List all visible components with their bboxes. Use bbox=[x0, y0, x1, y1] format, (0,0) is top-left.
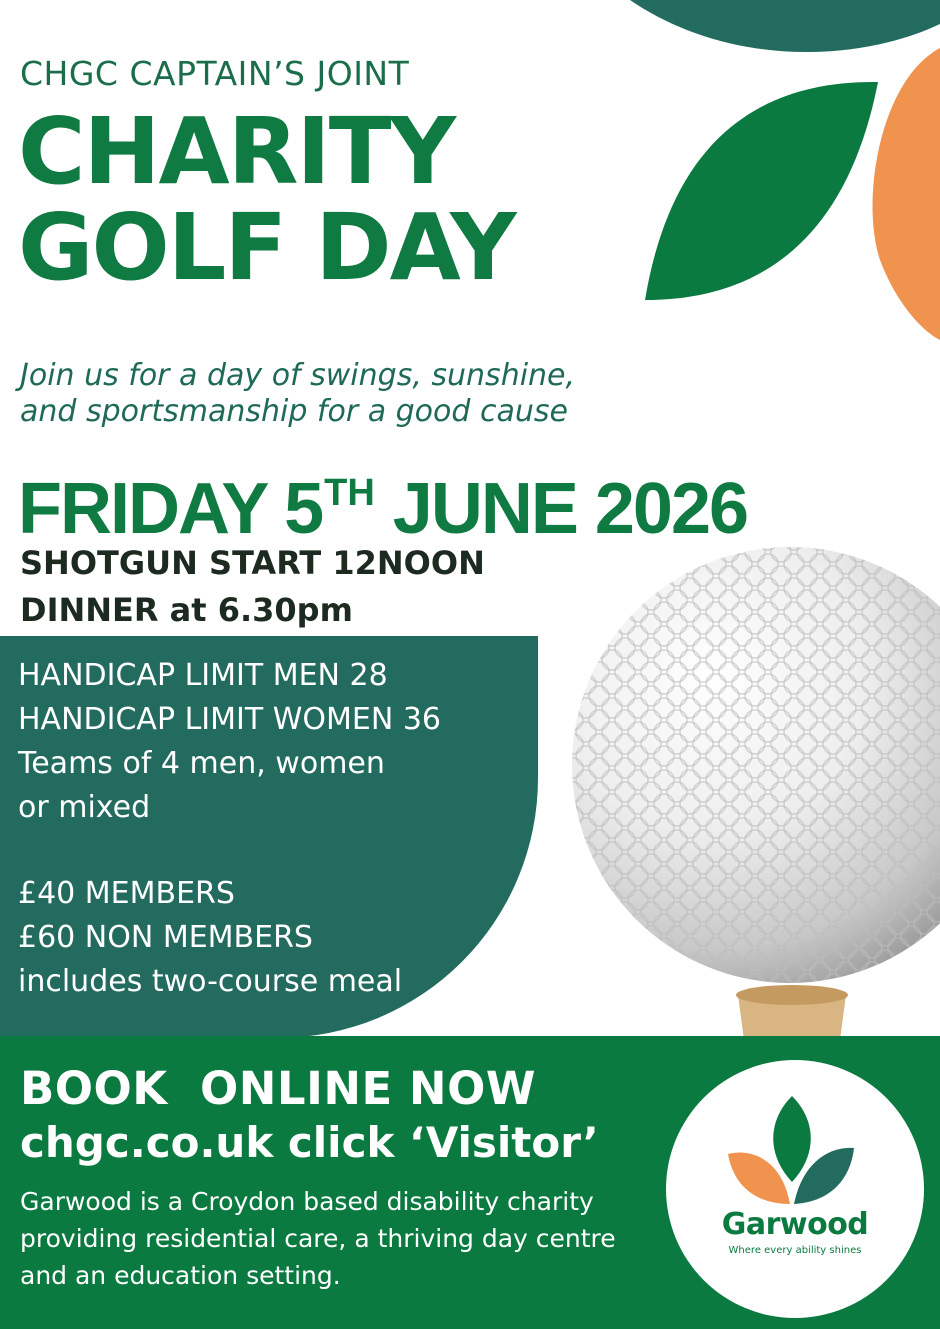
handicap-women-text: HANDICAP LIMIT WOMEN 36 bbox=[18, 702, 441, 737]
logo-top-leaf-shape bbox=[773, 1096, 811, 1182]
charity-description-line1: Garwood is a Croydon based disability charity bbox=[20, 1187, 594, 1216]
booking-url-text: chgc.co.uk click ‘Visitor’ bbox=[20, 1118, 599, 1167]
date-month-year: JUNE 2026 bbox=[374, 469, 748, 549]
teams-text-line2: or mixed bbox=[18, 790, 151, 825]
tagline-line2: and sportsmanship for a good cause bbox=[20, 394, 568, 429]
handicap-men-text: HANDICAP LIMIT MEN 28 bbox=[18, 658, 388, 693]
golf-ball-image bbox=[560, 540, 940, 1040]
details-list bbox=[18, 654, 441, 1004]
orange-circle-shape bbox=[873, 48, 940, 340]
event-title-line2: GOLF DAY bbox=[18, 194, 515, 301]
shotgun-start-text: SHOTGUN START 12NOON bbox=[20, 544, 485, 582]
book-online-heading: BOOK ONLINE NOW bbox=[20, 1062, 536, 1115]
teal-leaf-shape bbox=[630, 0, 940, 52]
charity-description-line2: providing residential care, a thriving day centre bbox=[20, 1224, 616, 1253]
event-pretitle: CHGC CAPTAIN’S JOINT bbox=[20, 54, 410, 93]
date-day: FRIDAY 5 bbox=[18, 469, 323, 549]
tagline-line1: Join us for a day of swings, sunshine, bbox=[20, 358, 576, 393]
event-tagline bbox=[20, 358, 575, 430]
meal-included-text: includes two-course meal bbox=[18, 964, 403, 999]
event-date bbox=[18, 448, 747, 554]
charity-description bbox=[20, 1183, 616, 1294]
dinner-time-text: DINNER at 6.30pm bbox=[20, 591, 353, 629]
event-title bbox=[18, 98, 515, 301]
price-non-members-text: £60 NON MEMBERS bbox=[18, 920, 313, 955]
garwood-logo-tagline: Where every ability shines bbox=[728, 1245, 862, 1256]
teams-text-line1: Teams of 4 men, women bbox=[18, 746, 385, 781]
garwood-leaf-icon bbox=[728, 1092, 858, 1216]
event-title-line1: CHARITY bbox=[18, 98, 455, 205]
charity-description-line3: and an education setting. bbox=[20, 1261, 341, 1290]
green-leaf-shape bbox=[645, 82, 878, 300]
event-times bbox=[20, 540, 485, 634]
price-members-text: £40 MEMBERS bbox=[18, 876, 235, 911]
date-ordinal: TH bbox=[324, 472, 375, 514]
leaf-decoration bbox=[600, 0, 940, 340]
garwood-logo-name: Garwood bbox=[721, 1207, 869, 1242]
